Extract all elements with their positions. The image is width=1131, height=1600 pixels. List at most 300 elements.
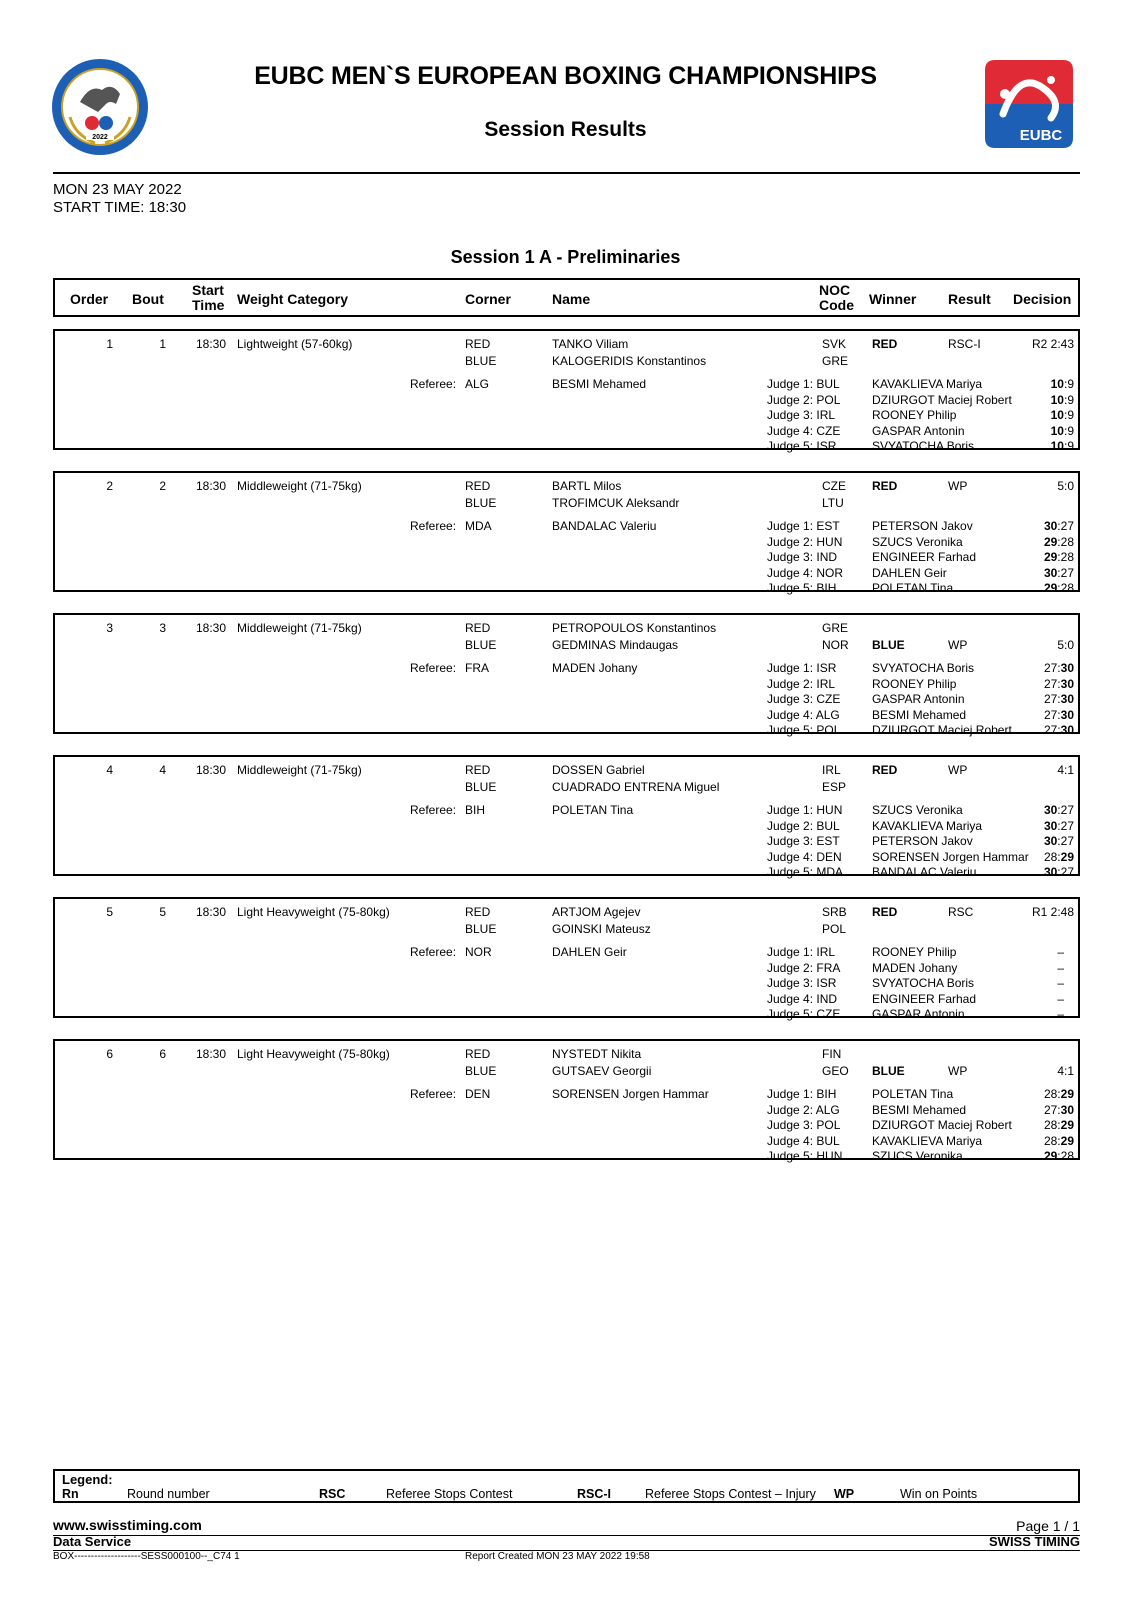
result-code: RSC <box>948 905 974 919</box>
referee-name: MADEN Johany <box>552 661 638 675</box>
score-blue: 9 <box>1067 439 1074 454</box>
blue-noc-code: GEO <box>822 1064 849 1078</box>
legend-desc: Round number <box>127 1487 210 1501</box>
judge-score <box>1044 1103 1074 1117</box>
judge-label: Judge 5: POL <box>767 723 841 738</box>
score-red: 27 <box>1043 707 1058 722</box>
legend-desc: Win on Points <box>900 1487 978 1501</box>
col-result: Result <box>948 291 991 307</box>
referee-name: BANDALAC Valeriu <box>552 519 657 533</box>
score-red: 27 <box>1043 676 1058 691</box>
score-separator: : <box>1057 676 1061 691</box>
score-blue: 30 <box>1060 661 1074 675</box>
bout-start-time: 18:30 <box>196 621 227 635</box>
blue-corner-label: BLUE <box>465 496 497 510</box>
decision: 5:0 <box>1057 638 1074 652</box>
blue-boxer-name: GOINSKI Mateusz <box>552 922 651 936</box>
score-red: 29 <box>1043 534 1058 549</box>
score-red: 29 <box>1043 1149 1058 1164</box>
score-separator: : <box>1057 834 1061 849</box>
col-winner: Winner <box>869 291 917 307</box>
red-corner-label: RED <box>465 1047 491 1061</box>
blue-boxer-name: CUADRADO ENTRENA Miguel <box>552 780 720 794</box>
judge-name: ROONEY Philip <box>872 408 957 423</box>
legend-box <box>53 1469 1080 1503</box>
judge-name: GASPAR Antonin <box>872 692 965 707</box>
red-boxer-name: TANKO Viliam <box>552 337 629 351</box>
session-date: MON 23 MAY 2022 <box>53 181 182 198</box>
judge-label: Judge 2: HUN <box>767 534 843 549</box>
judge-score <box>1044 581 1074 595</box>
result-code: WP <box>948 638 968 652</box>
red-boxer-name: NYSTEDT Nikita <box>552 1047 642 1061</box>
judge-label: Judge 2: BUL <box>767 818 840 833</box>
bout-number: 4 <box>159 763 166 777</box>
score-blue: 30 <box>1060 707 1074 722</box>
bout-number: 1 <box>159 337 166 351</box>
red-noc-code: SRB <box>822 905 847 919</box>
blue-corner-label: BLUE <box>465 780 497 794</box>
session-title: Session 1 A - Preliminaries <box>450 247 681 267</box>
score-blue: 29 <box>1060 1118 1074 1133</box>
score-separator: : <box>1057 707 1061 722</box>
blue-boxer-name: GUTSAEV Georgii <box>552 1064 652 1078</box>
judge-label: Judge 3: CZE <box>767 692 841 707</box>
score-separator: : <box>1063 392 1068 407</box>
col-noc-2: Code <box>819 297 854 313</box>
website-link[interactable]: www.swisstiming.com <box>53 1517 202 1533</box>
bout-row <box>53 1039 1080 1164</box>
winner-corner: RED <box>872 905 898 919</box>
score-red: 27 <box>1043 692 1058 707</box>
judge-score <box>1044 1134 1074 1148</box>
score-separator: : <box>1063 439 1068 454</box>
judge-label: Judge 1: BIH <box>767 1087 837 1101</box>
report-title: EUBC MEN`S EUROPEAN BOXING CHAMPIONSHIPS <box>254 62 877 90</box>
referee-name: SORENSEN Jorgen Hammar <box>552 1087 709 1101</box>
legend-code: RSC <box>319 1487 346 1501</box>
judge-name: ENGINEER Farhad <box>872 550 977 565</box>
red-corner-label: RED <box>465 337 491 351</box>
col-corner: Corner <box>465 291 511 307</box>
legend-desc: Referee Stops Contest <box>386 1487 513 1501</box>
judge-name: SZUCS Veronika <box>872 1149 963 1164</box>
score-blue: 9 <box>1067 408 1074 423</box>
brand-label: SWISS TIMING <box>989 1534 1080 1549</box>
score-blue: 30 <box>1060 1102 1074 1117</box>
blue-corner-label: BLUE <box>465 354 497 368</box>
legend-code: RSC-I <box>577 1487 612 1501</box>
red-noc-code: SVK <box>822 337 847 351</box>
score-red: 10 <box>1050 439 1064 454</box>
col-start-time-2: Time <box>192 297 225 313</box>
red-boxer-name: ARTJOM Agejev <box>552 905 641 919</box>
score-blue: 27 <box>1060 565 1074 580</box>
judge-name: SZUCS Veronika <box>872 803 963 817</box>
winner-corner: RED <box>872 337 898 351</box>
svg-text:2022: 2022 <box>92 134 108 141</box>
score-separator: : <box>1063 423 1068 438</box>
score-separator: : <box>1063 408 1068 423</box>
score-red: 29 <box>1043 550 1058 565</box>
judge-label: Judge 3: IND <box>767 550 838 565</box>
bout-start-time: 18:30 <box>196 1047 227 1061</box>
referee-label: Referee: <box>410 1087 457 1101</box>
judge-name: PETERSON Jakov <box>872 834 973 849</box>
score-red: 10 <box>1050 423 1064 438</box>
score-red: 28 <box>1043 1087 1058 1101</box>
judge-score <box>1044 1118 1074 1132</box>
judge-name: MADEN Johany <box>872 960 958 975</box>
header-divider <box>53 172 1080 174</box>
bout-weight-category: Light Heavyweight (75-80kg) <box>237 1047 390 1061</box>
referee-noc: BIH <box>465 803 486 817</box>
judge-score <box>1044 661 1074 675</box>
red-corner-label: RED <box>465 621 491 635</box>
winner-corner: BLUE <box>872 638 905 652</box>
bout-start-time: 18:30 <box>196 479 227 493</box>
referee-label: Referee: <box>410 803 457 817</box>
score-red: 30 <box>1043 803 1058 817</box>
decision: 4:1 <box>1057 763 1074 777</box>
bout-row <box>53 897 1080 1022</box>
judge-label: Judge 1: IRL <box>767 945 836 959</box>
result-code: RSC-I <box>948 337 981 351</box>
judge-score <box>1044 803 1074 817</box>
blue-noc-code: ESP <box>822 780 847 794</box>
score-blue: 28 <box>1060 550 1074 565</box>
score-blue: 29 <box>1060 1087 1074 1101</box>
decision: 4:1 <box>1057 1064 1074 1078</box>
result-code: WP <box>948 479 968 493</box>
blue-boxer-name: GEDMINAS Mindaugas <box>552 638 679 652</box>
score-separator: : <box>1057 1087 1061 1101</box>
score-red: 28 <box>1043 1118 1058 1133</box>
score-blue: 9 <box>1067 392 1074 407</box>
winner-corner: BLUE <box>872 1064 905 1078</box>
data-service-label: Data Service <box>53 1534 132 1549</box>
judge-label: Judge 1: ISR <box>767 661 837 675</box>
judge-name: BESMI Mehamed <box>872 1102 967 1117</box>
judge-score <box>1044 566 1074 580</box>
judge-score <box>1044 865 1074 879</box>
judge-label: Judge 5: HUN <box>767 1149 843 1164</box>
bout-order: 6 <box>106 1047 113 1061</box>
referee-label: Referee: <box>410 661 457 675</box>
blue-corner-label: BLUE <box>465 1064 497 1078</box>
blue-corner-label: BLUE <box>465 922 497 936</box>
judge-score: – <box>1057 945 1064 959</box>
score-separator: : <box>1057 723 1061 738</box>
judge-label: Judge 5: CZE <box>767 1007 841 1022</box>
winner-corner: RED <box>872 763 898 777</box>
referee-label: Referee: <box>410 377 457 391</box>
judge-label: Judge 4: IND <box>767 991 838 1006</box>
score-separator: : <box>1057 1133 1061 1148</box>
score-separator: : <box>1057 519 1061 533</box>
score-separator: : <box>1057 661 1061 675</box>
score-separator: : <box>1057 849 1061 864</box>
judge-name: KAVAKLIEVA Mariya <box>872 377 983 391</box>
score-red: 27 <box>1043 723 1058 738</box>
bout-weight-category: Middleweight (71-75kg) <box>237 479 362 493</box>
judge-label: Judge 3: EST <box>767 834 840 849</box>
judge-score <box>1044 819 1074 833</box>
bout-number: 2 <box>159 479 166 493</box>
score-blue: 27 <box>1060 818 1074 833</box>
session-start-time: START TIME: 18:30 <box>53 199 187 216</box>
score-blue: 27 <box>1060 834 1074 849</box>
judge-name: DZIURGOT Maciej Robert <box>872 392 1012 407</box>
score-separator: : <box>1057 1149 1061 1164</box>
score-blue: 27 <box>1060 803 1074 817</box>
judge-score <box>1044 1087 1074 1101</box>
winner-corner: RED <box>872 479 898 493</box>
judge-name: PETERSON Jakov <box>872 519 973 533</box>
referee-name: POLETAN Tina <box>552 803 634 817</box>
judge-label: Judge 2: POL <box>767 392 841 407</box>
referee-noc: ALG <box>465 377 490 391</box>
bout-start-time: 18:30 <box>196 337 227 351</box>
score-separator: : <box>1057 818 1061 833</box>
judge-score: – <box>1057 1007 1064 1022</box>
judge-score <box>1044 1149 1074 1163</box>
red-corner-label: RED <box>465 479 491 493</box>
judge-label: Judge 2: ALG <box>767 1102 840 1117</box>
red-noc-code: CZE <box>822 479 846 493</box>
judge-score: – <box>1057 960 1064 975</box>
judge-score <box>1051 424 1074 438</box>
bout-weight-category: Middleweight (71-75kg) <box>237 621 362 635</box>
score-blue: 30 <box>1060 676 1074 691</box>
judge-score <box>1051 408 1074 422</box>
bout-order: 4 <box>106 763 113 777</box>
referee-name: DAHLEN Geir <box>552 945 627 959</box>
report-created: Report Created MON 23 MAY 2022 19:58 <box>465 1551 650 1562</box>
judge-score <box>1044 834 1074 848</box>
judge-score: – <box>1057 976 1064 991</box>
report-subtitle: Session Results <box>484 118 647 141</box>
judge-name: GASPAR Antonin <box>872 1007 965 1022</box>
judge-label: Judge 5: BIH <box>767 581 837 596</box>
red-boxer-name: BARTL Milos <box>552 479 622 493</box>
score-red: 10 <box>1050 377 1064 391</box>
score-separator: : <box>1057 534 1061 549</box>
score-separator: : <box>1057 865 1061 880</box>
bout-order: 2 <box>106 479 113 493</box>
decision: R1 2:48 <box>1031 905 1074 919</box>
red-boxer-name: PETROPOULOS Konstantinos <box>552 621 717 635</box>
red-noc-code: GRE <box>822 621 849 635</box>
judge-name: KAVAKLIEVA Mariya <box>872 1133 983 1148</box>
score-red: 30 <box>1043 834 1058 849</box>
judge-name: SVYATOCHA Boris <box>872 439 975 454</box>
score-blue: 9 <box>1067 423 1074 438</box>
bout-row <box>53 471 1080 596</box>
legend-code: WP <box>834 1487 855 1501</box>
score-red: 30 <box>1043 818 1058 833</box>
judge-score <box>1051 377 1074 391</box>
bout-row <box>53 755 1080 880</box>
blue-boxer-name: TROFIMCUK Aleksandr <box>552 496 680 510</box>
judge-label: Judge 1: HUN <box>767 803 843 817</box>
judge-label: Judge 4: NOR <box>767 565 844 580</box>
judge-score <box>1044 535 1074 549</box>
report-code: BOX--------------------SESS000100--_C74 1 <box>53 1551 240 1562</box>
judge-name: DAHLEN Geir <box>872 565 947 580</box>
bout-order: 1 <box>106 337 113 351</box>
judge-name: SVYATOCHA Boris <box>872 661 975 675</box>
judge-label: Judge 2: IRL <box>767 676 836 691</box>
judge-name: BESMI Mehamed <box>872 707 967 722</box>
referee-name: BESMI Mehamed <box>552 377 647 391</box>
svg-text:EUBC: EUBC <box>1019 127 1063 144</box>
blue-noc-code: NOR <box>822 638 849 652</box>
judge-name: ENGINEER Farhad <box>872 991 977 1006</box>
blue-corner-label: BLUE <box>465 638 497 652</box>
score-blue: 28 <box>1060 1149 1074 1164</box>
score-separator: : <box>1057 1102 1061 1117</box>
judge-score <box>1044 519 1074 533</box>
col-name: Name <box>552 291 591 307</box>
col-decision: Decision <box>1013 291 1072 307</box>
judge-score <box>1044 723 1074 737</box>
bout-number: 6 <box>159 1047 166 1061</box>
bout-start-time: 18:30 <box>196 763 227 777</box>
score-blue: 9 <box>1067 377 1074 391</box>
referee-label: Referee: <box>410 519 457 533</box>
score-separator: : <box>1057 1118 1061 1133</box>
score-blue: 27 <box>1060 865 1074 880</box>
bout-start-time: 18:30 <box>196 905 227 919</box>
bout-order: 5 <box>106 905 113 919</box>
bout-number: 5 <box>159 905 166 919</box>
result-code: WP <box>948 1064 968 1078</box>
score-separator: : <box>1057 803 1061 817</box>
judge-label: Judge 3: ISR <box>767 976 837 991</box>
blue-noc-code: GRE <box>822 354 849 368</box>
judge-label: Judge 3: IRL <box>767 408 836 423</box>
bout-weight-category: Light Heavyweight (75-80kg) <box>237 905 390 919</box>
referee-noc: NOR <box>465 945 492 959</box>
red-corner-label: RED <box>465 905 491 919</box>
judge-label: Judge 4: CZE <box>767 423 841 438</box>
judge-score <box>1051 439 1074 453</box>
red-noc-code: FIN <box>822 1047 842 1061</box>
score-red: 27 <box>1043 1102 1058 1117</box>
judge-name: DZIURGOT Maciej Robert <box>872 1118 1012 1133</box>
col-start-time: Start <box>192 282 224 298</box>
bout-row <box>53 329 1080 454</box>
col-bout: Bout <box>132 291 164 307</box>
score-red: 28 <box>1043 849 1058 864</box>
judge-name: DZIURGOT Maciej Robert <box>872 723 1012 738</box>
judge-name: POLETAN Tina <box>872 1087 954 1101</box>
score-separator: : <box>1057 581 1061 596</box>
score-red: 29 <box>1043 581 1058 596</box>
score-red: 30 <box>1043 565 1058 580</box>
judge-name: ROONEY Philip <box>872 945 957 959</box>
score-blue: 30 <box>1060 723 1074 738</box>
judge-score <box>1044 550 1074 564</box>
referee-noc: FRA <box>465 661 489 675</box>
bout-number: 3 <box>159 621 166 635</box>
decision: 5:0 <box>1057 479 1074 493</box>
red-noc-code: IRL <box>822 763 841 777</box>
legend-desc: Referee Stops Contest – Injury <box>645 1487 816 1501</box>
judge-name: KAVAKLIEVA Mariya <box>872 818 983 833</box>
score-blue: 30 <box>1060 692 1074 707</box>
score-blue: 28 <box>1060 581 1074 596</box>
red-corner-label: RED <box>465 763 491 777</box>
score-red: 30 <box>1043 519 1058 533</box>
legend-code: Rn <box>62 1487 79 1501</box>
referee-label: Referee: <box>410 945 457 959</box>
score-blue: 29 <box>1060 849 1074 864</box>
bout-weight-category: Middleweight (71-75kg) <box>237 763 362 777</box>
judge-name: SZUCS Veronika <box>872 534 963 549</box>
score-red: 27 <box>1043 661 1058 675</box>
judge-score <box>1051 393 1074 407</box>
score-red: 10 <box>1050 392 1064 407</box>
judge-label: Judge 1: EST <box>767 519 840 533</box>
score-blue: 28 <box>1060 534 1074 549</box>
col-noc: NOC <box>819 282 851 298</box>
judge-name: GASPAR Antonin <box>872 423 965 438</box>
judge-name: SORENSEN Jorgen Hammar <box>872 849 1029 864</box>
decision: R2 2:43 <box>1031 337 1074 351</box>
judge-score <box>1044 677 1074 691</box>
judge-label: Judge 2: FRA <box>767 960 841 975</box>
judge-name: SVYATOCHA Boris <box>872 976 975 991</box>
referee-noc: MDA <box>465 519 492 533</box>
legend-title: Legend: <box>62 1472 113 1487</box>
score-separator: : <box>1057 565 1061 580</box>
score-red: 10 <box>1050 408 1064 423</box>
page-number: Page 1 / 1 <box>1016 1518 1080 1534</box>
judge-label: Judge 1: BUL <box>767 377 840 391</box>
bout-order: 3 <box>106 621 113 635</box>
bout-row <box>53 613 1080 738</box>
judge-label: Judge 5: ISR <box>767 439 837 454</box>
blue-boxer-name: KALOGERIDIS Konstantinos <box>552 354 707 368</box>
judge-name: ROONEY Philip <box>872 676 957 691</box>
judge-name: BANDALAC Valeriu <box>872 865 977 880</box>
referee-noc: DEN <box>465 1087 491 1101</box>
blue-noc-code: POL <box>822 922 847 936</box>
judge-label: Judge 4: ALG <box>767 707 840 722</box>
judge-label: Judge 4: BUL <box>767 1133 840 1148</box>
score-red: 28 <box>1043 1133 1058 1148</box>
judge-label: Judge 3: POL <box>767 1118 841 1133</box>
judge-label: Judge 5: MDA <box>767 865 844 880</box>
red-boxer-name: DOSSEN Gabriel <box>552 763 645 777</box>
judge-score: – <box>1057 991 1064 1006</box>
col-weight-category: Weight Category <box>237 291 348 307</box>
score-separator: : <box>1057 692 1061 707</box>
score-blue: 27 <box>1060 519 1074 533</box>
score-separator: : <box>1057 550 1061 565</box>
column-header-row <box>53 278 1080 317</box>
score-red: 30 <box>1043 865 1058 880</box>
judge-score <box>1044 692 1074 706</box>
bout-weight-category: Lightweight (57-60kg) <box>237 337 353 351</box>
score-blue: 29 <box>1060 1133 1074 1148</box>
col-order: Order <box>70 291 109 307</box>
footer-divider-1 <box>53 1535 1080 1536</box>
result-code: WP <box>948 763 968 777</box>
blue-noc-code: LTU <box>822 496 844 510</box>
